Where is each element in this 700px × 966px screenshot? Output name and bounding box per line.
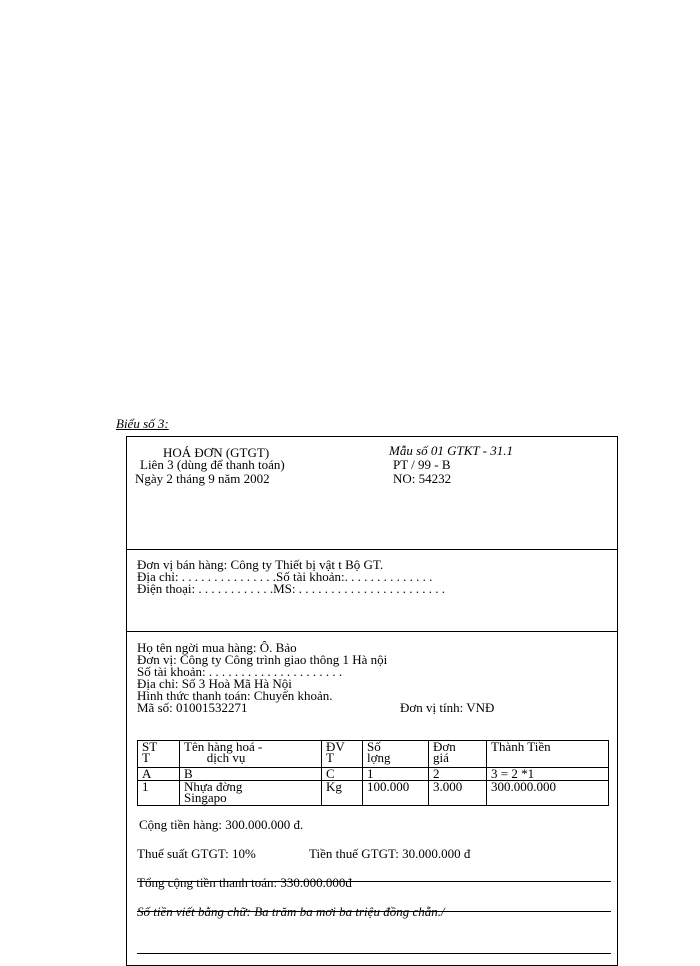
invoice-copy-label: Liên 3 (dùng để thanh toán) <box>140 457 285 472</box>
invoice-date: Ngày 2 tháng 9 năm 2002 <box>135 471 270 486</box>
row-stt: 1 <box>138 781 180 806</box>
code-2: 2 <box>429 768 487 781</box>
buyer-tax-code: Mã số: 01001532271 <box>137 700 248 715</box>
header-amount: Thành Tiền <box>487 741 609 768</box>
code-c: C <box>322 768 363 781</box>
table-row <box>138 781 609 806</box>
currency-unit: Đơn vị tính: VNĐ <box>400 700 495 715</box>
seller-address: Địa chỉ: . . . . . . . . . . . . . . .Số tài khoản:. . . . . . . . . . . . . . <box>137 569 433 584</box>
code-3: 3 = 2 *1 <box>487 768 609 781</box>
buyer-name: Họ tên ngời mua hàng: Ô. Bảo <box>137 640 297 655</box>
row-item-name: Nhựa đờng Singapo <box>180 781 322 806</box>
invoice-document <box>126 436 618 966</box>
form-number: Mẫu số 01 GTKT - 31.1 <box>389 443 514 458</box>
amount-in-words: Số tiền viết bằng chữ: Ba trăm ba mơi ba triệu đồng chẵn./ <box>137 904 445 919</box>
invoice-header-section <box>127 437 617 550</box>
seller-section <box>127 550 617 632</box>
header-stt: ST T <box>138 741 180 768</box>
payment-method: Hình thức thanh toán: Chuyển khoản. <box>137 688 333 703</box>
grand-total: Tổng cộng tiền thanh toán: 330.000.000đ <box>137 875 352 890</box>
blank-signature-line <box>137 953 611 954</box>
buyer-address: Địa chỉ: Số 3 Hoà Mã Hà Nội <box>137 676 292 691</box>
buyer-unit: Đơn vị: Công ty Công trình giao thông 1 Hà nội <box>137 652 388 667</box>
code-1: 1 <box>363 768 429 781</box>
strike-line-total <box>137 881 611 882</box>
invoice-series: PT / 99 - B <box>393 457 451 472</box>
items-table <box>137 740 609 806</box>
header-unit: ĐV T <box>322 741 363 768</box>
vat-rate: Thuế suất GTGT: 10% <box>137 846 256 861</box>
table-header-row <box>138 741 609 768</box>
invoice-number: NO: 54232 <box>393 471 452 486</box>
row-unit: Kg <box>322 781 363 806</box>
vat-amount: Tiền thuế GTGT: 30.000.000 đ <box>309 846 471 861</box>
form-caption: Biểu số 3: <box>116 416 169 431</box>
invoice-title: HOÁ ĐƠN (GTGT) <box>163 445 270 460</box>
header-item-name: Tên hàng hoá - dịch vụ <box>180 741 322 768</box>
goods-total: Cộng tiền hàng: 300.000.000 đ. <box>139 817 304 832</box>
header-quantity: Số lợng <box>363 741 429 768</box>
buyer-account: Số tài khoản: . . . . . . . . . . . . . . . . . . . . . <box>137 664 343 679</box>
row-amount: 300.000.000 <box>487 781 609 806</box>
seller-phone: Điện thoại: . . . . . . . . . . . .MS: . . . . . . . . . . . . . . . . . . . . . . . <box>137 581 446 596</box>
row-unit-price: 3.000 <box>429 781 487 806</box>
strike-line-words <box>137 911 611 912</box>
row-quantity: 100.000 <box>363 781 429 806</box>
code-a: A <box>138 768 180 781</box>
header-unit-price: Đơn giá <box>429 741 487 768</box>
seller-name: Đơn vị bán hàng: Công ty Thiết bị vật t Bộ GT. <box>137 557 384 572</box>
code-b: B <box>180 768 322 781</box>
